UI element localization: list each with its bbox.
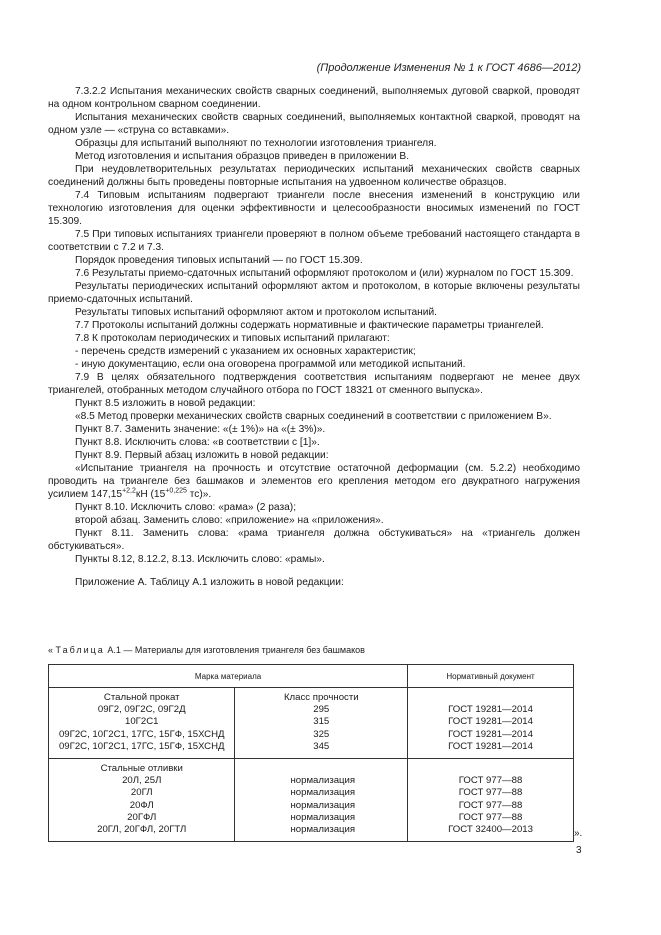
materials-table (48, 664, 574, 842)
table-row (49, 759, 574, 842)
cell: 09Г2С, 10Г2С1, 17ГС, 15ГФ, 15ХСНД (58, 740, 225, 752)
cell: Класс прочности (283, 692, 359, 703)
cell: Стальной прокат (103, 692, 180, 703)
cell: 325 (313, 728, 330, 740)
cell: ГОСТ 32400—2013 (448, 824, 533, 836)
formula-text-mid: кН (15 (135, 489, 166, 500)
cell: 345 (313, 740, 330, 752)
paragraph: 7.7 Протоколы испытаний должны содержать нормативные и фактические параметры триангелей. (75, 320, 544, 331)
paragraph: 7.9 В целях обязательного подтверждения соответствия испытаниям подвергают не менее двух триангелей, отобранных методом случайного отбора по ГОСТ 18321 от сменного выпуска». (48, 372, 580, 396)
page-number: 3 (576, 845, 582, 856)
paragraph: Образцы для испытаний выполняют по технологии изготовления триангеля. (75, 138, 437, 149)
tolerance-tc: +0,225 (165, 487, 187, 495)
caption-rest: А.1 — Материалы для изготовления триангеля без башмаков (104, 645, 365, 655)
header-normative-doc: Нормативный документ (408, 665, 574, 688)
paragraph: Метод изготовления и испытания образцов приведен в приложении В. (75, 151, 410, 162)
cell (408, 692, 573, 704)
paragraph: «8.5 Метод проверки механических свойств сварных соединений в соответствии с приложением В». (75, 411, 552, 422)
cell: Стальные отливки (100, 763, 183, 775)
cell: ГОСТ 19281—2014 (448, 728, 533, 740)
paragraph: 7.8 К протоколам периодических и типовых испытаний прилагают: (75, 333, 390, 344)
paragraph: 7.6 Результаты приемо-сдаточных испытаний оформляют протоколом и (или) журналом по ГОСТ 15.309. (75, 268, 574, 279)
tolerance-kn: +2,2 (122, 487, 136, 495)
paragraph: Пункты 8.12, 8.12.2, 8.13. Исключить слово: «рамы». (75, 554, 325, 565)
body-text (48, 85, 580, 589)
paragraph: Пункт 8.5 изложить в новой редакции: (75, 398, 256, 409)
cell: ГОСТ 977—88 (458, 811, 523, 823)
paragraph: Испытания механических свойств сварных соединений, выполняемых контактной сваркой, проводят на одном узле — «струна со вставками». (48, 112, 580, 136)
cell (408, 763, 573, 775)
cell: 10Г2С1 (125, 716, 159, 728)
cell: ГОСТ 19281—2014 (448, 716, 533, 728)
cell: нормализация (290, 811, 356, 823)
paragraph: 7.3.2.2 Испытания механических свойств сварных соединений, выполняемых дуговой сваркой, проводят на одном контрольном сварном соединении. (48, 86, 580, 110)
appendix-line: Приложение А. Таблицу А.1 изложить в новой редакции: (75, 577, 344, 588)
paragraph: - перечень средств измерений с указанием их основных характеристик; (75, 346, 416, 357)
paragraph-load-formula (48, 462, 580, 501)
cell: 20ГФЛ (127, 811, 157, 823)
paragraph: Пункт 8.10. Исключить слово: «рама» (2 раза); (75, 502, 297, 513)
cell: 315 (313, 716, 330, 728)
paragraph: Результаты типовых испытаний оформляют актом и протоколом испытаний. (75, 307, 438, 318)
paragraph: Порядок проведения типовых испытаний — по ГОСТ 15.309. (75, 255, 363, 266)
caption-table-word: Таблица (55, 645, 105, 655)
caption-prefix: « (48, 645, 56, 655)
cell: 09Г2, 09Г2С, 09Г2Д (97, 704, 186, 716)
cell: 20ФЛ (129, 799, 154, 811)
paragraph: Пункт 8.9. Первый абзац изложить в новой редакции: (75, 450, 329, 461)
cell: 20ГЛ (130, 787, 153, 799)
cell: ГОСТ 977—88 (458, 799, 523, 811)
page-header: (Продолжение Изменения № 1 к ГОСТ 4686—2012) (316, 62, 581, 74)
table-caption (48, 645, 365, 655)
cell: ГОСТ 19281—2014 (448, 740, 533, 752)
paragraph: 7.5 При типовых испытаниях триангели проверяют в полном объеме требований настоящего стандарта в соответствии с 7.2 и 7.3. (48, 229, 580, 253)
paragraph: Пункт 8.11. Заменить слова: «рама триангеля должна обстукиваться» на «триангель должен обстукиваться». (48, 528, 580, 552)
cell: ГОСТ 19281—2014 (448, 704, 533, 716)
paragraph: 7.4 Типовым испытаниям подвергают триангели после внесения изменений в конструкцию или технологию изготовления для оценки эффективности и целесообразности вносимых изменений по ГОСТ 15.309. (48, 190, 580, 227)
formula-text: «Испытание триангеля на прочность и отсутствие остаточной деформации (см. 5.2.2) необходимо проводить на триангеле без башмаков и элементов его крепления методом его двукратного нагружения усилием 147,15 (48, 463, 580, 500)
cell: нормализация (290, 799, 356, 811)
table-row (49, 688, 574, 759)
paragraph: Результаты периодических испытаний оформляют актом и протоколом, в которые включены результаты приемо-сдаточных испытаний. (48, 281, 580, 305)
table-closing-quote: ». (574, 828, 583, 839)
paragraph: - иную документацию, если она оговорена программой или методикой испытаний. (75, 359, 466, 370)
paragraph: При неудовлетворительных результатах периодических испытаний механических свойств сварных соединений должны быть проведены повторные испытания на удвоенном количестве образцов. (48, 164, 580, 188)
cell: 20Л, 25Л (122, 775, 162, 787)
table-header-row (49, 665, 574, 688)
cell: 295 (313, 704, 330, 716)
cell: ГОСТ 977—88 (458, 775, 523, 787)
formula-text-end: тс)». (186, 489, 212, 500)
cell: 09Г2С, 10Г2С1, 17ГС, 15ГФ, 15ХСНД (58, 728, 225, 740)
paragraph: второй абзац. Заменить слово: «приложение» на «приложения». (75, 515, 384, 526)
header-material-grade: Марка материала (49, 665, 408, 688)
paragraph: Пункт 8.8. Исключить слова: «в соответствии с [1]». (75, 437, 320, 448)
cell: 20ГЛ, 20ГФЛ, 20ГТЛ (97, 824, 187, 836)
cell: нормализация (290, 775, 356, 787)
cell: ГОСТ 977—88 (458, 787, 523, 799)
cell (235, 763, 407, 775)
paragraph: Пункт 8.7. Заменить значение: «(± 1%)» на «(± 3%)». (75, 424, 326, 435)
cell: нормализация (290, 787, 356, 799)
cell: нормализация (290, 824, 356, 836)
